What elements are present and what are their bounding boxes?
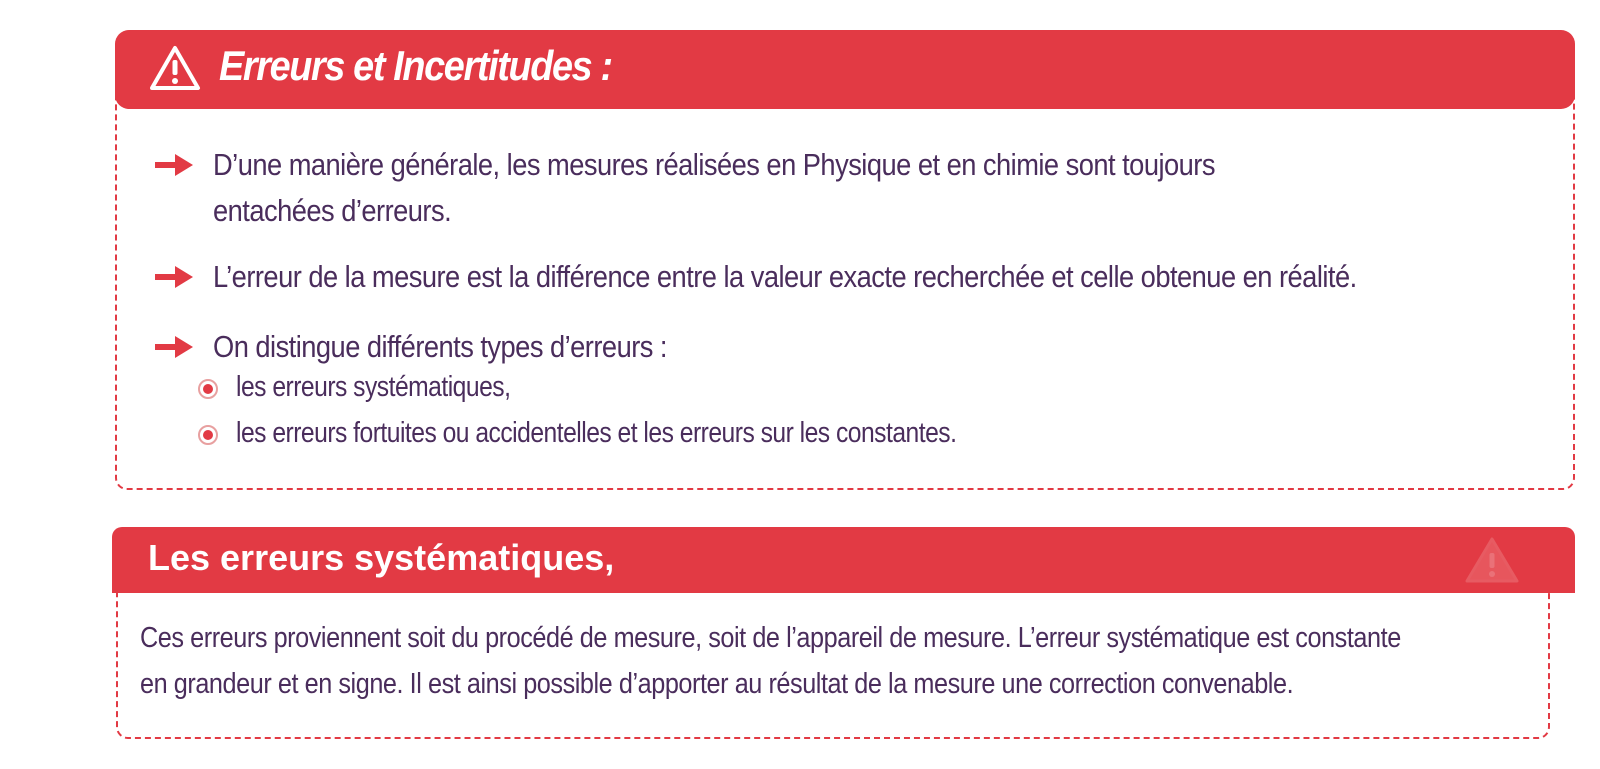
arrow-bullet-icon bbox=[155, 336, 195, 358]
warning-triangle-icon bbox=[149, 44, 201, 92]
point-text: L’erreur de la mesure est la différence entre la valeur exacte recherchée et celle obtenue en réalité. bbox=[213, 259, 1357, 294]
sub-point-text: les erreurs systématiques, bbox=[236, 371, 511, 403]
section-title: Erreurs et Incertitudes : bbox=[219, 42, 612, 89]
circle-bullet-icon bbox=[198, 425, 218, 445]
section-header bbox=[115, 30, 1575, 109]
point-text: On distingue différents types d’erreurs : bbox=[213, 329, 667, 364]
point-text-continued: entachées d’erreurs. bbox=[213, 193, 452, 228]
arrow-bullet-icon bbox=[155, 266, 195, 288]
warning-triangle-icon bbox=[1464, 535, 1520, 585]
circle-bullet-icon bbox=[198, 379, 218, 399]
arrow-bullet-icon bbox=[155, 154, 195, 176]
point-text: D’une manière générale, les mesures réalisées en Physique et en chimie sont toujours bbox=[213, 147, 1215, 182]
sub-point-text: les erreurs fortuites ou accidentelles et les erreurs sur les constantes. bbox=[236, 417, 957, 449]
systematic-errors-box bbox=[112, 527, 1575, 743]
section-title: Les erreurs systématiques, bbox=[148, 537, 615, 578]
section-paragraph bbox=[140, 615, 1497, 707]
paragraph-line: Ces erreurs proviennent soit du procédé de mesure, soit de l’appareil de mesure. L’erreur systématique est constante bbox=[140, 622, 1401, 654]
errors-uncertainties-box bbox=[115, 30, 1575, 492]
section-header bbox=[112, 527, 1575, 593]
paragraph-line: en grandeur et en signe. Il est ainsi possible d’apporter au résultat de la mesure une correction convenable. bbox=[140, 668, 1294, 700]
